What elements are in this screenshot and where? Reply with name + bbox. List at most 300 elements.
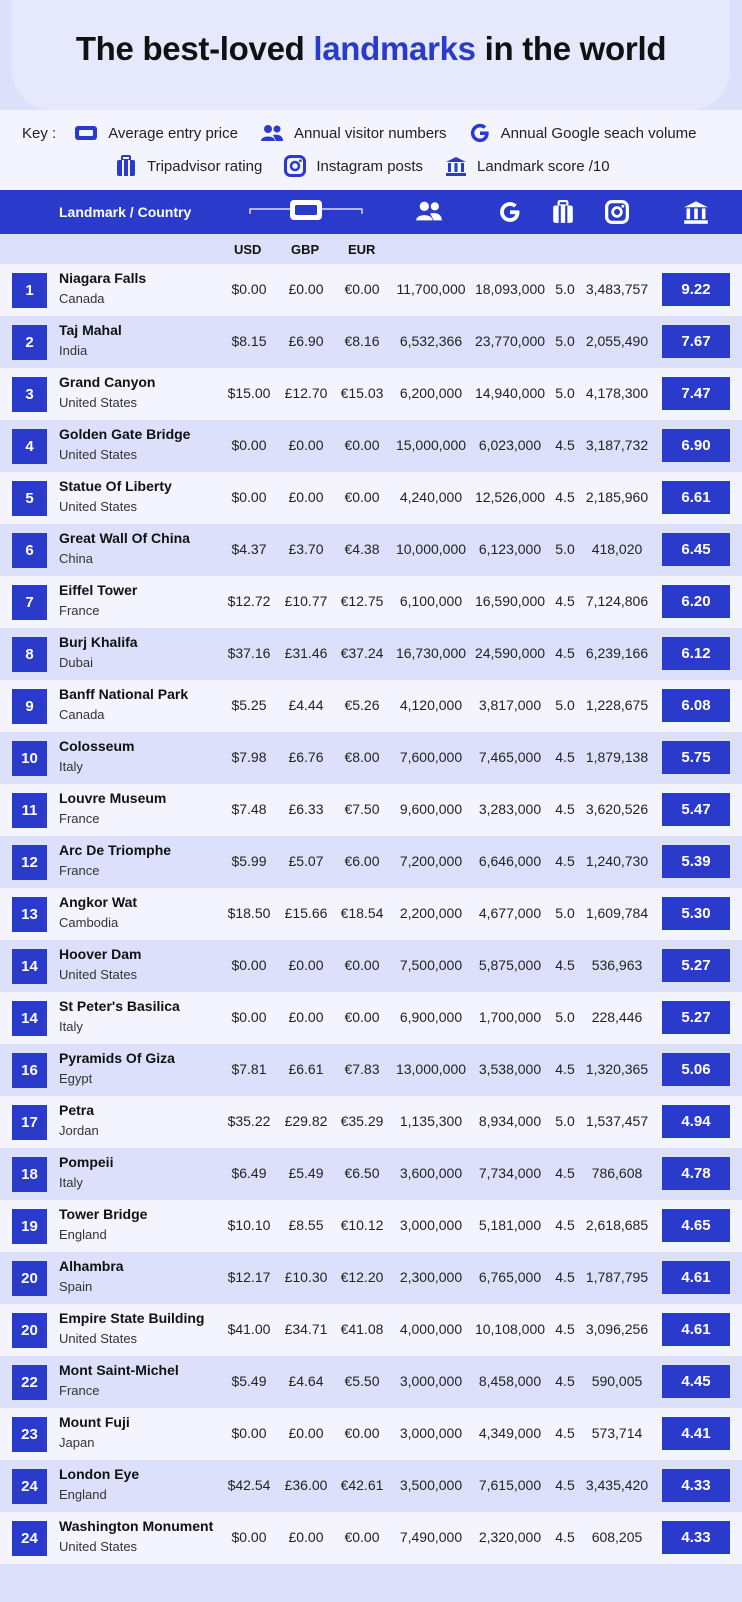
price-gbp: £0.00 xyxy=(288,489,324,505)
price-eur: €12.75 xyxy=(340,593,384,609)
instagram-posts: 7,124,806 xyxy=(585,593,649,609)
price-usd: $5.99 xyxy=(231,853,267,869)
visitor-count: 3,600,000 xyxy=(399,1165,463,1181)
key-item-label: Landmark score /10 xyxy=(477,157,610,175)
table-row xyxy=(0,420,742,472)
visitor-count: 10,000,000 xyxy=(395,541,467,557)
google-volume: 10,108,000 xyxy=(474,1321,546,1337)
instagram-posts: 3,096,256 xyxy=(585,1321,649,1337)
rank-badge: 16 xyxy=(12,1053,47,1088)
tripadvisor-rating: 4.5 xyxy=(555,853,575,869)
table-row xyxy=(0,472,742,524)
price-usd: $7.98 xyxy=(231,749,267,765)
landmark-score: 5.75 xyxy=(662,741,730,774)
visitor-count: 2,200,000 xyxy=(399,905,463,921)
landmark-icon xyxy=(683,200,709,224)
price-usd: $15.00 xyxy=(227,385,271,401)
price-eur: €0.00 xyxy=(344,437,380,453)
tripadvisor-rating: 4.5 xyxy=(555,437,575,453)
google-volume: 12,526,000 xyxy=(474,489,546,505)
landmark-country: India xyxy=(59,343,88,358)
instagram-posts: 2,618,685 xyxy=(585,1217,649,1233)
price-usd: $6.49 xyxy=(231,1165,267,1181)
instagram-posts: 1,609,784 xyxy=(585,905,649,921)
price-eur: €10.12 xyxy=(340,1217,384,1233)
table-header xyxy=(0,190,742,234)
rank-badge: 24 xyxy=(12,1469,47,1504)
tripadvisor-rating: 4.5 xyxy=(555,1061,575,1077)
price-gbp: £29.82 xyxy=(284,1113,328,1129)
price-usd: $7.48 xyxy=(231,801,267,817)
tripadvisor-rating: 4.5 xyxy=(555,1321,575,1337)
landmark-score: 7.47 xyxy=(662,377,730,410)
price-gbp: £36.00 xyxy=(284,1477,328,1493)
visitor-count: 7,500,000 xyxy=(399,957,463,973)
price-eur: €0.00 xyxy=(344,1529,380,1545)
instagram-posts: 3,483,757 xyxy=(585,281,649,297)
table-row xyxy=(0,1304,742,1356)
key-item-visitors xyxy=(260,124,447,142)
landmark-country: United States xyxy=(59,447,138,462)
landmark-score: 4.45 xyxy=(662,1365,730,1398)
table-row xyxy=(0,1200,742,1252)
price-usd: $0.00 xyxy=(231,957,267,973)
tripadvisor-rating: 4.5 xyxy=(555,645,575,661)
landmark-name: Niagara Falls xyxy=(59,270,147,286)
instagram-posts: 590,005 xyxy=(591,1373,643,1389)
google-volume: 5,181,000 xyxy=(478,1217,542,1233)
landmark-country: Japan xyxy=(59,1435,95,1450)
landmark-name: Eiffel Tower xyxy=(59,582,138,598)
instagram-posts: 536,963 xyxy=(591,957,643,973)
tripadvisor-rating: 4.5 xyxy=(555,1425,575,1441)
google-volume: 3,817,000 xyxy=(478,697,542,713)
price-gbp: £15.66 xyxy=(284,905,328,921)
price-usd: $5.25 xyxy=(231,697,267,713)
landmark-score: 4.41 xyxy=(662,1417,730,1450)
key-item-entry-price xyxy=(74,124,238,142)
price-gbp: £0.00 xyxy=(288,437,324,453)
tripadvisor-rating: 4.5 xyxy=(555,1269,575,1285)
instagram-icon xyxy=(605,200,629,224)
landmark-name: Grand Canyon xyxy=(59,374,156,390)
landmark-score: 5.39 xyxy=(662,845,730,878)
price-gbp: £10.77 xyxy=(284,593,328,609)
price-gbp: £4.64 xyxy=(288,1373,324,1389)
landmark-name: Mount Fuji xyxy=(59,1414,130,1430)
visitor-count: 15,000,000 xyxy=(395,437,467,453)
landmark-country: Spain xyxy=(59,1279,93,1294)
google-volume: 7,615,000 xyxy=(478,1477,542,1493)
table-row xyxy=(0,1460,742,1512)
google-volume: 24,590,000 xyxy=(474,645,546,661)
landmark-country: Italy xyxy=(59,1019,83,1034)
instagram-posts: 1,320,365 xyxy=(585,1061,649,1077)
table-row xyxy=(0,576,742,628)
rank-badge: 1 xyxy=(12,273,47,308)
price-gbp: £4.44 xyxy=(288,697,324,713)
price-gbp: £6.33 xyxy=(288,801,324,817)
table-row xyxy=(0,1252,742,1304)
price-usd: $18.50 xyxy=(227,905,271,921)
landmark-name: Banff National Park xyxy=(59,686,189,702)
price-usd: $35.22 xyxy=(227,1113,271,1129)
landmark-country: Egypt xyxy=(59,1071,93,1086)
price-gbp: £10.30 xyxy=(284,1269,328,1285)
landmark-icon xyxy=(445,156,467,176)
key-row xyxy=(115,155,632,177)
tripadvisor-rating: 5.0 xyxy=(555,1009,575,1025)
key-item-label: Annual visitor numbers xyxy=(293,124,447,142)
price-gbp: £5.07 xyxy=(288,853,324,869)
landmark-score: 6.08 xyxy=(662,689,730,722)
tripadvisor-rating: 5.0 xyxy=(555,281,575,297)
table-row xyxy=(0,732,742,784)
landmark-country: Jordan xyxy=(59,1123,99,1138)
landmark-name: Mont Saint-Michel xyxy=(59,1362,179,1378)
tripadvisor-rating: 4.5 xyxy=(555,1165,575,1181)
google-volume: 1,700,000 xyxy=(478,1009,542,1025)
rank-badge: 13 xyxy=(12,897,47,932)
instagram-posts: 573,714 xyxy=(591,1425,643,1441)
instagram-icon xyxy=(284,155,306,177)
price-eur: €15.03 xyxy=(340,385,384,401)
price-eur: €41.08 xyxy=(340,1321,384,1337)
price-usd: $0.00 xyxy=(231,1009,267,1025)
price-usd: $5.49 xyxy=(231,1373,267,1389)
people-icon xyxy=(415,200,443,222)
landmark-country: Italy xyxy=(59,1175,83,1190)
key-label: Key : xyxy=(22,124,57,142)
price-gbp: £3.70 xyxy=(288,541,324,557)
google-volume: 3,538,000 xyxy=(478,1061,542,1077)
rank-badge: 20 xyxy=(12,1261,47,1296)
currency-eur: EUR xyxy=(348,242,376,257)
price-usd: $12.17 xyxy=(227,1269,271,1285)
price-usd: $37.16 xyxy=(227,645,271,661)
landmark-country: England xyxy=(59,1227,107,1242)
google-icon xyxy=(498,200,522,224)
landmark-score: 6.12 xyxy=(662,637,730,670)
instagram-posts: 1,879,138 xyxy=(585,749,649,765)
landmark-name: Louvre Museum xyxy=(59,790,167,806)
price-eur: €5.50 xyxy=(344,1373,380,1389)
landmark-name: Statue Of Liberty xyxy=(59,478,172,494)
price-gbp: £6.76 xyxy=(288,749,324,765)
landmark-name: Empire State Building xyxy=(59,1310,205,1326)
google-volume: 23,770,000 xyxy=(474,333,546,349)
landmark-score: 5.06 xyxy=(662,1053,730,1086)
tripadvisor-rating: 5.0 xyxy=(555,1113,575,1129)
instagram-posts: 786,608 xyxy=(591,1165,643,1181)
key-item-score xyxy=(445,156,610,176)
price-eur: €0.00 xyxy=(344,1009,380,1025)
key-item-instagram xyxy=(284,155,423,177)
landmark-country: Canada xyxy=(59,291,105,306)
visitor-count: 9,600,000 xyxy=(399,801,463,817)
landmark-score: 4.94 xyxy=(662,1105,730,1138)
table-row xyxy=(0,1148,742,1200)
visitor-count: 7,490,000 xyxy=(399,1529,463,1545)
price-gbp: £0.00 xyxy=(288,1009,324,1025)
landmark-name: London Eye xyxy=(59,1466,140,1482)
title-text-end: in the world xyxy=(475,30,667,67)
key-item-label: Average entry price xyxy=(108,124,238,142)
landmark-name: Angkor Wat xyxy=(59,894,138,910)
table-row xyxy=(0,1096,742,1148)
key-item-label: Tripadvisor rating xyxy=(147,157,263,175)
visitor-count: 3,000,000 xyxy=(399,1425,463,1441)
price-usd: $7.81 xyxy=(231,1061,267,1077)
price-usd: $0.00 xyxy=(231,1425,267,1441)
table-row xyxy=(0,524,742,576)
price-eur: €0.00 xyxy=(344,489,380,505)
landmark-country: England xyxy=(59,1487,107,1502)
title-accent: landmarks xyxy=(313,30,476,67)
table-row xyxy=(0,264,742,316)
instagram-posts: 1,240,730 xyxy=(585,853,649,869)
visitor-count: 4,240,000 xyxy=(399,489,463,505)
landmark-country: Cambodia xyxy=(59,915,119,930)
landmark-score: 4.33 xyxy=(662,1469,730,1502)
instagram-posts: 3,435,420 xyxy=(585,1477,649,1493)
rank-badge: 7 xyxy=(12,585,47,620)
key-row xyxy=(22,122,719,144)
landmark-country: Dubai xyxy=(59,655,93,670)
landmark-score: 6.90 xyxy=(662,429,730,462)
visitor-count: 3,500,000 xyxy=(399,1477,463,1493)
google-volume: 14,940,000 xyxy=(474,385,546,401)
price-eur: €5.26 xyxy=(344,697,380,713)
instagram-posts: 2,185,960 xyxy=(585,489,649,505)
key-item-label: Annual Google seach volume xyxy=(500,124,697,142)
landmark-name: Hoover Dam xyxy=(59,946,142,962)
table-row xyxy=(0,680,742,732)
price-eur: €0.00 xyxy=(344,281,380,297)
table-row xyxy=(0,368,742,420)
price-eur: €37.24 xyxy=(340,645,384,661)
price-eur: €35.29 xyxy=(340,1113,384,1129)
table-row xyxy=(0,628,742,680)
price-eur: €4.38 xyxy=(344,541,380,557)
landmark-score: 5.30 xyxy=(662,897,730,930)
google-volume: 3,283,000 xyxy=(478,801,542,817)
price-eur: €42.61 xyxy=(340,1477,384,1493)
visitor-count: 4,120,000 xyxy=(399,697,463,713)
visitor-count: 6,200,000 xyxy=(399,385,463,401)
price-usd: $0.00 xyxy=(231,437,267,453)
price-usd: $8.15 xyxy=(231,333,267,349)
table-row xyxy=(0,888,742,940)
landmark-name: Pompeii xyxy=(59,1154,114,1170)
tripadvisor-rating: 4.5 xyxy=(555,1373,575,1389)
visitor-count: 7,600,000 xyxy=(399,749,463,765)
visitor-count: 1,135,300 xyxy=(399,1113,463,1129)
landmark-score: 5.27 xyxy=(662,1001,730,1034)
landmark-country: France xyxy=(59,863,100,878)
visitor-count: 11,700,000 xyxy=(396,281,466,297)
google-volume: 7,734,000 xyxy=(478,1165,542,1181)
table-row xyxy=(0,1512,742,1564)
price-usd: $0.00 xyxy=(231,489,267,505)
tripadvisor-rating: 4.5 xyxy=(555,801,575,817)
ticket-icon xyxy=(248,194,364,228)
landmark-name: Washington Monument xyxy=(59,1518,214,1534)
landmark-score: 6.20 xyxy=(662,585,730,618)
rank-badge: 14 xyxy=(12,1001,47,1036)
landmark-score: 4.78 xyxy=(662,1157,730,1190)
rank-badge: 17 xyxy=(12,1105,47,1140)
table-row xyxy=(0,1408,742,1460)
landmark-country: United States xyxy=(59,499,138,514)
tripadvisor-rating: 5.0 xyxy=(555,905,575,921)
price-usd: $41.00 xyxy=(227,1321,271,1337)
google-volume: 18,093,000 xyxy=(474,281,546,297)
price-eur: €7.50 xyxy=(344,801,380,817)
rank-badge: 3 xyxy=(12,377,47,412)
tripadvisor-rating: 4.5 xyxy=(555,1529,575,1545)
price-gbp: £8.55 xyxy=(288,1217,324,1233)
price-gbp: £34.71 xyxy=(284,1321,328,1337)
footer-band xyxy=(0,1564,742,1602)
landmark-score: 5.47 xyxy=(662,793,730,826)
visitor-count: 6,532,366 xyxy=(399,333,463,349)
visitor-count: 6,900,000 xyxy=(399,1009,463,1025)
price-usd: $12.72 xyxy=(227,593,271,609)
landmark-country: Canada xyxy=(59,707,105,722)
landmark-score: 7.67 xyxy=(662,325,730,358)
landmark-name: Pyramids Of Giza xyxy=(59,1050,175,1066)
tripadvisor-rating: 5.0 xyxy=(555,541,575,557)
rank-badge: 19 xyxy=(12,1209,47,1244)
rank-badge: 5 xyxy=(12,481,47,516)
instagram-posts: 228,446 xyxy=(591,1009,643,1025)
landmark-country: United States xyxy=(59,1539,138,1554)
rank-badge: 18 xyxy=(12,1157,47,1192)
luggage-icon xyxy=(115,155,137,177)
price-eur: €6.50 xyxy=(344,1165,380,1181)
google-volume: 7,465,000 xyxy=(478,749,542,765)
google-volume: 4,677,000 xyxy=(478,905,542,921)
price-eur: €8.00 xyxy=(344,749,380,765)
price-gbp: £0.00 xyxy=(288,1529,324,1545)
google-volume: 4,349,000 xyxy=(478,1425,542,1441)
tripadvisor-rating: 5.0 xyxy=(555,333,575,349)
landmark-country: France xyxy=(59,811,100,826)
rank-badge: 14 xyxy=(12,949,47,984)
price-eur: €7.83 xyxy=(344,1061,380,1077)
landmark-score: 4.61 xyxy=(662,1313,730,1346)
price-usd: $0.00 xyxy=(231,281,267,297)
landmark-score: 6.61 xyxy=(662,481,730,514)
price-gbp: £5.49 xyxy=(288,1165,324,1181)
google-volume: 2,320,000 xyxy=(478,1529,542,1545)
instagram-posts: 1,228,675 xyxy=(585,697,649,713)
landmark-score: 6.45 xyxy=(662,533,730,566)
currency-usd: USD xyxy=(234,242,262,257)
landmark-name: Taj Mahal xyxy=(59,322,122,338)
table-row xyxy=(0,836,742,888)
landmark-score: 4.65 xyxy=(662,1209,730,1242)
rank-badge: 2 xyxy=(12,325,47,360)
landmark-country: United States xyxy=(59,395,138,410)
tripadvisor-rating: 5.0 xyxy=(555,385,575,401)
google-volume: 16,590,000 xyxy=(474,593,546,609)
google-volume: 6,023,000 xyxy=(478,437,542,453)
price-gbp: £31.46 xyxy=(284,645,328,661)
price-usd: $42.54 xyxy=(227,1477,271,1493)
price-eur: €18.54 xyxy=(340,905,384,921)
landmark-name: St Peter's Basilica xyxy=(59,998,180,1014)
table-row xyxy=(0,316,742,368)
landmark-score: 9.22 xyxy=(662,273,730,306)
google-volume: 6,646,000 xyxy=(478,853,542,869)
landmark-country: United States xyxy=(59,1331,138,1346)
table-row xyxy=(0,1044,742,1096)
google-volume: 5,875,000 xyxy=(478,957,542,973)
key-item-label: Instagram posts xyxy=(316,157,424,175)
rank-badge: 22 xyxy=(12,1365,47,1400)
rank-badge: 6 xyxy=(12,533,47,568)
table-row xyxy=(0,940,742,992)
price-eur: €12.20 xyxy=(340,1269,384,1285)
rank-badge: 23 xyxy=(12,1417,47,1452)
rank-badge: 8 xyxy=(12,637,47,672)
google-icon xyxy=(469,122,491,144)
landmark-score: 5.27 xyxy=(662,949,730,982)
instagram-posts: 1,787,795 xyxy=(585,1269,649,1285)
price-usd: $10.10 xyxy=(227,1217,271,1233)
instagram-posts: 1,537,457 xyxy=(585,1113,649,1129)
price-gbp: £0.00 xyxy=(288,281,324,297)
price-usd: $4.37 xyxy=(231,541,267,557)
currency-gbp: GBP xyxy=(291,242,320,257)
google-volume: 8,458,000 xyxy=(478,1373,542,1389)
rank-badge: 20 xyxy=(12,1313,47,1348)
price-eur: €8.16 xyxy=(344,333,380,349)
instagram-posts: 2,055,490 xyxy=(585,333,649,349)
rank-badge: 24 xyxy=(12,1521,47,1556)
rank-badge: 11 xyxy=(12,793,47,828)
price-gbp: £6.90 xyxy=(288,333,324,349)
price-gbp: £0.00 xyxy=(288,957,324,973)
rank-badge: 9 xyxy=(12,689,47,724)
instagram-posts: 418,020 xyxy=(591,541,643,557)
instagram-posts: 3,620,526 xyxy=(585,801,649,817)
visitor-count: 13,000,000 xyxy=(395,1061,467,1077)
rank-badge: 12 xyxy=(12,845,47,880)
header-landmark-country: Landmark / Country xyxy=(59,204,192,220)
tripadvisor-rating: 5.0 xyxy=(555,697,575,713)
google-volume: 6,765,000 xyxy=(478,1269,542,1285)
visitor-count: 16,730,000 xyxy=(395,645,467,661)
google-volume: 6,123,000 xyxy=(478,541,542,557)
landmark-name: Colosseum xyxy=(59,738,135,754)
instagram-posts: 3,187,732 xyxy=(585,437,649,453)
price-gbp: £12.70 xyxy=(284,385,328,401)
landmark-score: 4.61 xyxy=(662,1261,730,1294)
landmark-name: Alhambra xyxy=(59,1258,124,1274)
table-row xyxy=(0,1356,742,1408)
visitor-count: 4,000,000 xyxy=(399,1321,463,1337)
visitor-count: 3,000,000 xyxy=(399,1373,463,1389)
landmark-name: Arc De Triomphe xyxy=(59,842,172,858)
price-eur: €0.00 xyxy=(344,957,380,973)
table-body xyxy=(0,264,742,1564)
landmark-score: 4.33 xyxy=(662,1521,730,1554)
key-item-tripadvisor xyxy=(115,155,262,177)
landmark-country: United States xyxy=(59,967,138,982)
